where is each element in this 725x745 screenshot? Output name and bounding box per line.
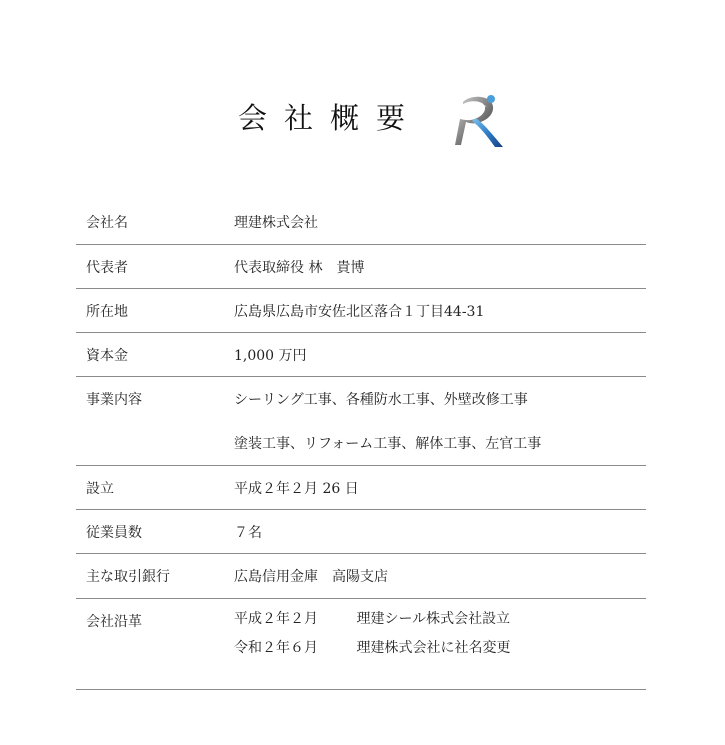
employees-label: 従業員数 [86,525,142,541]
history-entry-1 [234,610,510,628]
address-row [76,289,646,333]
bank-label: 主な取引銀行 [86,569,170,585]
history-date-1: 平成２年２月 [234,611,318,627]
established-row [76,466,646,510]
capital-value: 1,000 万円 [234,348,307,364]
representative-value: 代表取締役 林 貴博 [234,260,365,276]
page-header [0,86,725,156]
bank-row [76,554,646,599]
capital-row [76,333,646,377]
company-logo-r-icon [452,90,506,150]
history-entry-2 [234,639,510,657]
company-name-row [76,200,646,245]
representative-label: 代表者 [86,260,128,276]
business-values [234,391,541,453]
employees-value: ７名 [234,525,262,541]
history-label: 会社沿革 [86,614,142,630]
page-title: 会社概要 [238,101,423,135]
established-value: 平成２年２月 26 日 [234,481,359,497]
company-profile-table [76,200,646,690]
history-row [76,599,646,690]
business-line-1: シーリング工事、各種防水工事、外壁改修工事 [234,392,528,408]
business-label: 事業内容 [86,392,142,408]
representative-row [76,245,646,289]
address-label: 所在地 [86,304,128,320]
business-line-2: 塗装工事、リフォーム工事、解体工事、左官工事 [234,436,542,452]
history-event-2: 理建株式会社に社名変更 [356,640,511,656]
history-date-2: 令和２年６月 [234,640,318,656]
bank-value: 広島信用金庫 高陽支店 [234,569,388,585]
established-label: 設立 [86,481,114,497]
address-value: 広島県広島市安佐北区落合１丁目44-31 [234,304,485,320]
company-name-label: 会社名 [86,215,128,231]
employees-row [76,510,646,554]
history-event-1: 理建シール株式会社設立 [356,611,511,627]
business-row [76,377,646,466]
capital-label: 資本金 [86,348,128,364]
company-name-value: 理建株式会社 [234,215,318,231]
